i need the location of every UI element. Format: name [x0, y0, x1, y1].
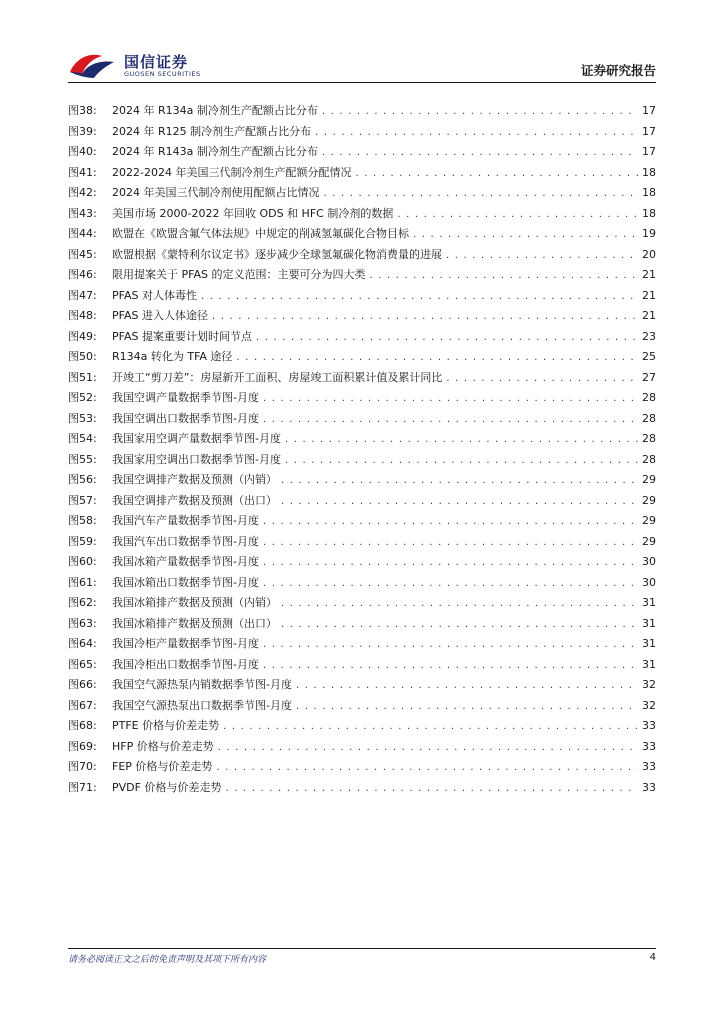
dot-leader — [446, 250, 638, 261]
dot-leader — [218, 742, 638, 753]
figure-title: 欧盟在《欧盟含氟气体法规》中规定的削减氢氟碳化合物目标 — [112, 227, 409, 240]
figure-number: 图60: — [68, 555, 97, 568]
dot-leader — [369, 270, 638, 281]
toc-page-number: 33 — [642, 719, 656, 732]
figure-title: 2024 年美国三代制冷剂使用配额占比情况 — [112, 186, 320, 199]
toc-page-number: 18 — [642, 165, 656, 179]
figure-number: 图56: — [68, 473, 97, 486]
figure-number: 图44: — [68, 227, 97, 240]
toc-entry[interactable] — [68, 717, 656, 738]
toc-entry[interactable] — [68, 758, 656, 779]
figure-number: 图40: — [68, 145, 97, 158]
page-number: 4 — [649, 952, 656, 963]
toc-page-number: 29 — [642, 514, 656, 527]
page-header — [68, 48, 656, 82]
figure-title: 我国冰箱排产数据及预测（出口） — [112, 616, 277, 630]
toc-entry[interactable] — [68, 594, 656, 615]
toc-entry[interactable] — [68, 410, 656, 431]
figure-number: 图51: — [68, 370, 97, 384]
toc-entry[interactable] — [68, 205, 656, 226]
toc-page-number: 29 — [642, 493, 656, 507]
dot-leader — [296, 680, 638, 691]
figure-title: PTFE 价格与价差走势 — [112, 719, 220, 732]
dot-leader — [263, 414, 638, 425]
toc-page-number: 17 — [642, 124, 656, 138]
toc-page-number: 31 — [642, 657, 656, 671]
dot-leader — [263, 639, 638, 650]
figure-title: 我国冰箱出口数据季节图-月度 — [112, 575, 259, 589]
figure-number: 图59: — [68, 534, 97, 548]
figure-title: 我国空气源热泵出口数据季节图-月度 — [112, 698, 292, 712]
toc-entry[interactable] — [68, 123, 656, 144]
toc-entry[interactable] — [68, 143, 656, 164]
toc-page-number: 20 — [642, 247, 656, 261]
figure-number: 图47: — [68, 288, 97, 302]
toc-entry[interactable] — [68, 307, 656, 328]
figure-title: PFAS 进入人体途径 — [112, 309, 208, 322]
figure-number: 图61: — [68, 575, 97, 589]
dot-leader — [446, 373, 638, 384]
toc-entry[interactable] — [68, 512, 656, 533]
figure-title: 我国冷柜出口数据季节图-月度 — [112, 657, 259, 671]
figure-number: 图52: — [68, 391, 97, 404]
figure-number: 图68: — [68, 719, 97, 732]
figure-number: 图54: — [68, 432, 97, 445]
dot-leader — [236, 352, 638, 363]
figure-number: 图46: — [68, 268, 97, 281]
figure-title: 2024 年 R143a 制冷剂生产配额占比分布 — [112, 145, 318, 158]
figure-number: 图55: — [68, 452, 97, 466]
toc-entry[interactable] — [68, 574, 656, 595]
figure-number: 图63: — [68, 616, 97, 630]
toc-page-number: 23 — [642, 329, 656, 343]
figure-title: 我国空气源热泵内销数据季节图-月度 — [112, 678, 292, 691]
toc-page-number: 32 — [642, 698, 656, 712]
dot-leader — [263, 393, 638, 404]
figure-title: PFAS 提案重要计划时间节点 — [112, 329, 252, 343]
figure-title: 我国汽车产量数据季节图-月度 — [112, 514, 259, 527]
toc-page-number: 28 — [642, 391, 656, 404]
figure-title: 我国空调出口数据季节图-月度 — [112, 411, 259, 425]
dot-leader — [281, 475, 638, 486]
figure-title: HFP 价格与价差走势 — [112, 739, 214, 753]
dot-leader — [225, 783, 638, 794]
toc-entry[interactable] — [68, 184, 656, 205]
figure-number: 图45: — [68, 247, 97, 261]
logo-text-en: GUOSEN SECURITIES — [124, 70, 201, 78]
dot-leader — [281, 619, 638, 630]
toc-page-number: 21 — [642, 268, 656, 281]
figure-number: 图58: — [68, 514, 97, 527]
figure-number: 图42: — [68, 186, 97, 199]
dot-leader — [281, 496, 638, 507]
guosen-logo-icon — [68, 50, 118, 80]
dot-leader — [223, 721, 638, 732]
figure-number: 图64: — [68, 637, 97, 650]
dot-leader — [212, 311, 638, 322]
dot-leader — [285, 434, 638, 445]
figure-number: 图65: — [68, 657, 97, 671]
logo-text-cn: 国信证券 — [124, 53, 189, 71]
figure-number: 图38: — [68, 104, 97, 117]
figure-number: 图53: — [68, 411, 97, 425]
dot-leader — [397, 209, 638, 220]
figure-title: 我国冰箱排产数据及预测（内销） — [112, 596, 277, 609]
figure-title: 美国市场 2000-2022 年回收 ODS 和 HFC 制冷剂的数据 — [112, 206, 394, 220]
dot-leader — [296, 701, 638, 712]
figure-title: R134a 转化为 TFA 途径 — [112, 350, 233, 363]
figure-title: 限用提案关于 PFAS 的定义范围：主要可分为四大类 — [112, 268, 366, 281]
dot-leader — [216, 762, 638, 773]
toc-entry[interactable] — [68, 635, 656, 656]
toc-page-number: 33 — [642, 760, 656, 773]
toc-entry[interactable] — [68, 738, 656, 759]
figure-number: 图67: — [68, 698, 97, 712]
figure-title: FEP 价格与价差走势 — [112, 760, 213, 773]
figure-number: 图71: — [68, 780, 97, 794]
toc-page-number: 17 — [642, 104, 656, 117]
toc-entry[interactable] — [68, 779, 656, 800]
toc-entry[interactable] — [68, 246, 656, 267]
toc-page-number: 21 — [642, 288, 656, 302]
dot-leader — [281, 598, 638, 609]
dot-leader — [263, 557, 638, 568]
toc-page-number: 31 — [642, 596, 656, 609]
toc-page-number: 29 — [642, 473, 656, 486]
figure-list — [68, 102, 656, 799]
dot-leader — [263, 537, 638, 548]
toc-page-number: 21 — [642, 309, 656, 322]
toc-page-number: 30 — [642, 575, 656, 589]
toc-page-number: 28 — [642, 432, 656, 445]
dot-leader — [355, 168, 638, 179]
footer-divider — [68, 948, 656, 949]
figure-number: 图50: — [68, 350, 97, 363]
toc-page-number: 33 — [642, 780, 656, 794]
figure-title: 欧盟根据《蒙特利尔议定书》逐步减少全球氢氟碳化物消费量的进展 — [112, 247, 442, 261]
toc-entry[interactable] — [68, 492, 656, 513]
figure-title: 2022-2024 年美国三代制冷剂生产配额分配情况 — [112, 165, 352, 179]
figure-title: 我国空调产量数据季节图-月度 — [112, 391, 259, 404]
toc-page-number: 19 — [642, 227, 656, 240]
toc-entry[interactable] — [68, 164, 656, 185]
toc-page-number: 28 — [642, 452, 656, 466]
header-divider — [68, 82, 656, 83]
figure-title: 我国空调排产数据及预测（内销） — [112, 473, 277, 486]
figure-title: 我国冷柜产量数据季节图-月度 — [112, 637, 259, 650]
figure-title: 我国汽车出口数据季节图-月度 — [112, 534, 259, 548]
toc-entry[interactable] — [68, 656, 656, 677]
toc-entry[interactable] — [68, 389, 656, 410]
toc-entry[interactable] — [68, 697, 656, 718]
dot-leader — [256, 332, 638, 343]
toc-entry[interactable] — [68, 533, 656, 554]
dot-leader — [413, 229, 638, 240]
toc-page-number: 27 — [642, 370, 656, 384]
toc-entry[interactable] — [68, 615, 656, 636]
figure-title: 我国空调排产数据及预测（出口） — [112, 493, 277, 507]
toc-page-number: 25 — [642, 350, 656, 363]
guosen-logo — [68, 48, 268, 82]
toc-page-number: 29 — [642, 534, 656, 548]
toc-entry[interactable] — [68, 369, 656, 390]
toc-page-number: 28 — [642, 411, 656, 425]
footer-disclaimer: 请务必阅读正文之后的免责声明及其项下所有内容 — [68, 955, 267, 965]
toc-page-number: 31 — [642, 616, 656, 630]
figure-number: 图48: — [68, 309, 97, 322]
toc-page-number: 18 — [642, 186, 656, 199]
figure-title: PVDF 价格与价差走势 — [112, 780, 222, 794]
figure-number: 图43: — [68, 206, 97, 220]
toc-entry[interactable] — [68, 553, 656, 574]
toc-entry[interactable] — [68, 102, 656, 123]
figure-title: PFAS 对人体毒性 — [112, 288, 197, 302]
dot-leader — [263, 660, 638, 671]
figure-title: 开竣工“剪刀差”：房屋新开工面积、房屋竣工面积累计值及累计同比 — [112, 370, 443, 384]
toc-entry[interactable] — [68, 225, 656, 246]
figure-title: 2024 年 R134a 制冷剂生产配额占比分布 — [112, 104, 318, 117]
report-type-label: 证券研究报告 — [580, 63, 656, 78]
figure-number: 图70: — [68, 760, 97, 773]
figure-number: 图39: — [68, 124, 97, 138]
dot-leader — [322, 147, 638, 158]
figure-number: 图69: — [68, 739, 97, 753]
figure-number: 图62: — [68, 596, 97, 609]
toc-page-number: 30 — [642, 555, 656, 568]
figure-title: 我国家用空调产量数据季节图-月度 — [112, 432, 281, 445]
figure-title: 我国冰箱产量数据季节图-月度 — [112, 555, 259, 568]
toc-page-number: 17 — [642, 145, 656, 158]
toc-entry[interactable] — [68, 471, 656, 492]
toc-entry[interactable] — [68, 430, 656, 451]
dot-leader — [201, 291, 638, 302]
toc-entry[interactable] — [68, 676, 656, 697]
toc-page-number: 32 — [642, 678, 656, 691]
dot-leader — [324, 188, 639, 199]
figure-title: 我国家用空调出口数据季节图-月度 — [112, 452, 281, 466]
figure-number: 图41: — [68, 165, 97, 179]
figure-number: 图57: — [68, 493, 97, 507]
toc-page-number: 33 — [642, 739, 656, 753]
dot-leader — [285, 455, 638, 466]
dot-leader — [263, 578, 638, 589]
toc-page-number: 18 — [642, 206, 656, 220]
dot-leader — [322, 106, 638, 117]
toc-entry[interactable] — [68, 348, 656, 369]
toc-page-number: 31 — [642, 637, 656, 650]
figure-title: 2024 年 R125 制冷剂生产配额占比分布 — [112, 124, 312, 138]
toc-entry[interactable] — [68, 266, 656, 287]
toc-entry[interactable] — [68, 328, 656, 349]
figure-number: 图66: — [68, 678, 97, 691]
toc-entry[interactable] — [68, 451, 656, 472]
figure-number: 图49: — [68, 329, 97, 343]
dot-leader — [315, 127, 638, 138]
dot-leader — [263, 516, 638, 527]
toc-entry[interactable] — [68, 287, 656, 308]
